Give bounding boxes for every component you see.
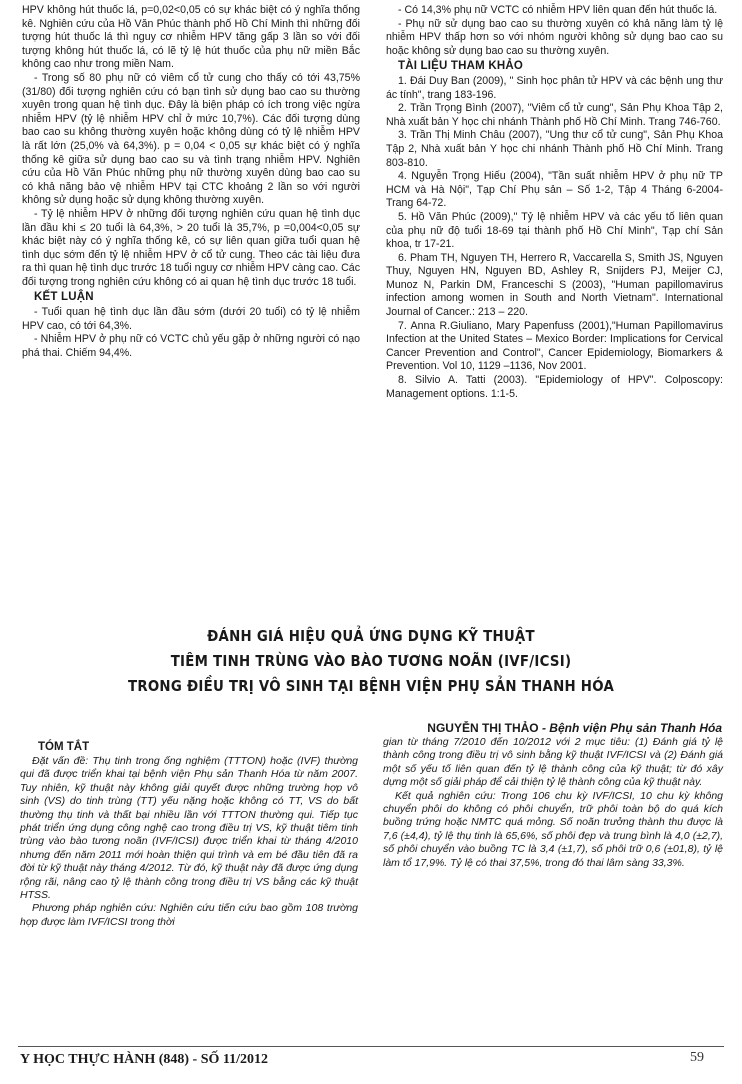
right-paragraph: - Phụ nữ sử dụng bao cao su thường xuyên có khả năng làm tỷ lệ nhiễm HPV thấp hơn so với nhóm người không sử dụng bao cao su hoặc không sử dụng bao cao su thường xuyên. xyxy=(386,17,723,57)
left-paragraph: - Tỷ lệ nhiễm HPV ở những đối tượng nghiên cứu quan hệ tình dục lần đầu khi ≤ 20 tuổi là 64,3%, > 20 tuổi là 35,7%, p =0,004<0,05 sự khác biệt này có ý nghĩa thống kê, có sự liên quan giữa tuổi quan hệ tình dục sớm đến tỷ lệ nhiễm HPV ở cổ tử cung. Theo các tài liệu đưa ra thì quan hệ tình dục trước 18 tuổi nguy cơ nhiễm HPV càng cao. Các đối tượng trong nghiên cứu không có ai quan hệ tình dục trước 18 tuổi. xyxy=(22,207,360,288)
reference-item: 8. Silvio A. Tatti (2003). "Epidemiology of HPV". Colposcopy: Management options. 1:1-5. xyxy=(386,374,723,400)
conclusion-item: - Tuổi quan hệ tình dục lần đầu sớm (dưới 20 tuổi) có tỷ lệ nhiễm HPV cao, có tới 64,3%. xyxy=(22,306,360,332)
abstract-heading: TÓM TẮT xyxy=(38,741,90,753)
article-title-line: ĐÁNH GIÁ HIỆU QUẢ ỨNG DỤNG KỸ THUẬT xyxy=(207,627,535,645)
author-affiliation: - Bệnh viện Phụ sản Thanh Hóa xyxy=(541,721,722,735)
left-paragraph: - Trong số 80 phụ nữ có viêm cổ tử cung cho thấy có tới 43,75% (31/80) đối tượng nghiên cứu có bạn tình sử dụng bao cao su thường xuyên trong quan hệ tình dục. Đây là biện pháp có ích trong việc ngừa nhiễm HPV (tỷ lệ nhiễm HPV chỉ ở mức 10,7%). Các đối tượng dùng bao cao su không thường xuyên hoặc không dùng có tỷ lệ nhiễm HPV là rất lớn (25,0% và 64,3%). p = 0,04 < 0,05 sự khác biệt có ý nghĩa thống kê giữa sử dụng bao cao su và tình trạng nhiễm HPV. Nghiên cứu của Hồ Văn Phúc những phụ nữ thường xuyên dùng bao cao su có khả năng bảo vệ nhiễm HPV tại CTC khoảng 2 lần so với người không sử dụng hoặc sử dụng không thường xuyên. xyxy=(22,71,360,207)
author-line xyxy=(370,721,722,735)
abstract-left-column xyxy=(20,755,358,929)
article-title-line: TIÊM TINH TRÙNG VÀO BÀO TƯƠNG NOÃN (IVF/ICSI) xyxy=(170,652,572,670)
reference-item: 7. Anna R.Giuliano, Mary Papenfuss (2001),"Human Papillomavirus Infection at the United States – Mexico Border: Implications for Cervical Cancer Prevention and Control", Cancer Epidemiology, Biomarkers & Prevention. Vol 10, 1129 –1136, Nov 2001. xyxy=(386,319,723,373)
references-heading: TÀI LIỆU THAM KHẢO xyxy=(398,60,523,73)
abstract-right-column xyxy=(383,736,723,870)
abstract-paragraph: Kết quả nghiên cứu: Trong 106 chu kỳ IVF/ICSI, 10 chu kỳ không chuyển phôi do không có phôi chuyển, trữ phôi toàn bộ do quá kích buồng trứng hoặc NMTC quá mỏng. Số noãn trưởng thành thu được là 7,6 (±4,4), tỷ lệ thụ tinh là 65,6%, số phôi đẹp và trung bình là 4,0 (±2,7), số phôi chuyển vào buồng TC là 3,4 (±1,7), số phôi trữ 0,6 (±01,8), tỷ lệ làm tổ 17,9%. Tỷ lệ có thai 37,5%, trong đó thai lâm sàng 33,3%. xyxy=(383,789,723,869)
footer-journal: Y HỌC THỰC HÀNH (848) - SỐ 11/2012 xyxy=(20,1052,268,1067)
abstract-paragraph: Phương pháp nghiên cứu: Nghiên cứu tiến cứu bao gồm 108 trường hợp được làm IVF/ICSI trong thời xyxy=(20,902,358,928)
reference-item: 1. Đái Duy Ban (2009), " Sinh học phân tử HPV và các bệnh ung thư ác tính", trang 183-196. xyxy=(386,74,723,101)
reference-item: 5. Hồ Văn Phúc (2009)," Tỷ lệ nhiễm HPV và các yếu tố liên quan của phụ nữ độ tuổi 18-69 tại thành phố Hồ Chí Minh", Tạp chí Sản khoa, tr 17-21. xyxy=(386,210,723,251)
right-paragraph: - Có 14,3% phụ nữ VCTC có nhiễm HPV liên quan đến hút thuốc lá. xyxy=(398,4,718,16)
page-number: 59 xyxy=(690,1050,704,1065)
article-title xyxy=(0,624,742,699)
reference-item: 3. Trần Thị Minh Châu (2007), "Ung thư cổ tử cung", Sản Phụ Khoa Tập 2, Nhà xuất bản Y học chi nhánh Thành phố Hồ Chí Minh. Trang 803-810. xyxy=(386,129,723,169)
left-column xyxy=(22,4,360,360)
author-name: NGUYỄN THỊ THẢO xyxy=(427,721,539,735)
left-paragraph: HPV không hút thuốc lá, p=0,02<0,05 có sự khác biệt có ý nghĩa thống kê. Nghiên cứu của Hồ Văn Phúc thành phố Hồ Chí Minh thì những đối tượng hút thuốc lá thì nguy cơ nhiễm HPV tăng gấp 3 lần so với đối tượng không hút thuốc lá, có lẽ tỷ lệ hút thuốc của phụ nữ miền Bắc không cao như trong miền Nam. xyxy=(22,4,360,71)
right-column xyxy=(386,4,723,401)
abstract-paragraph: gian từ tháng 7/2010 đến 10/2012 với 2 mục tiêu: (1) Đánh giá tỷ lệ thành công trong điều trị vô sinh bằng kỹ thuật IVF/ICSI và (2) Đánh giá một số yếu tố liên quan đến tỷ lệ thành công của kỹ thuật; từ đó xây dựng một số giải pháp để cải thiện tỷ lệ thành công của kỹ thuật này. xyxy=(383,736,723,789)
conclusion-item: - Nhiễm HPV ở phụ nữ có VCTC chủ yếu gặp ở những người có nạo phá thai. Chiếm 94,4%. xyxy=(22,333,360,359)
article-title-line: TRONG ĐIỀU TRỊ VÔ SINH TẠI BỆNH VIỆN PHỤ SẢN THANH HÓA xyxy=(127,677,615,695)
reference-item: 6. Pham TH, Nguyen TH, Herrero R, Vaccarella S, Smith JS, Nguyen Thuy, Nguyen HN, Nguyen BD, Ashley R, Snijders PJ, Meijer CJ, Munoz N, Parkin DM, Franceschi S (2003), "Human papillomavirus infection among women in South and North Vietnam". International Journal of Cancer.: 213 – 220. xyxy=(386,251,723,319)
abstract-paragraph: Đặt vấn đề: Thụ tinh trong ống nghiệm (TTTON) hoặc (IVF) thường qui đã được triển khai tại bệnh viện Phụ sản Thanh Hóa từ năm 2007. Tuy nhiên, kỹ thuật này không giải quyết được những trường hợp vô sinh (VS) do tinh trùng (TT) yếu nặng hoặc không có TT, VS do bất thường thụ tinh và thất bại nhiều lần với TTTON thường qui. Tiếp tục phát triển ứng dụng công nghệ cao trong điều trị VS, kỹ thuật tiêm tinh trùng vào bào tương noãn (IVF/ICSI) được triển khai từ tháng 4/2010 nhưng đến năm 2011 mới hoàn thiện qui trình và em bé đầu tiên đã ra đời từ kỹ thuật này tháng 4/2012. Từ đó, kỹ thuật này đã được ứng dụng rộng rãi, nâng cao tỷ lệ thành công trong điều trị VS bằng các kỹ thuật HTSS. xyxy=(20,755,358,902)
reference-item: 2. Trần Trọng Bình (2007), "Viêm cổ tử cung", Sản Phụ Khoa Tập 2, Nhà xuất bản Y học chi nhánh Thành phố Hồ Chí Minh. Trang 746-760. xyxy=(386,102,723,128)
conclusion-heading: KẾT LUẬN xyxy=(34,291,94,304)
footer-rule xyxy=(18,1046,724,1047)
reference-item: 4. Nguyễn Trọng Hiếu (2004), "Tần suất nhiễm HPV ở phụ nữ TP HCM và Hà Nội", Tạp Chí Phụ sản – Số 1-2, Tập 4 Tháng 6-2004- Trang 64-72. xyxy=(386,170,723,210)
